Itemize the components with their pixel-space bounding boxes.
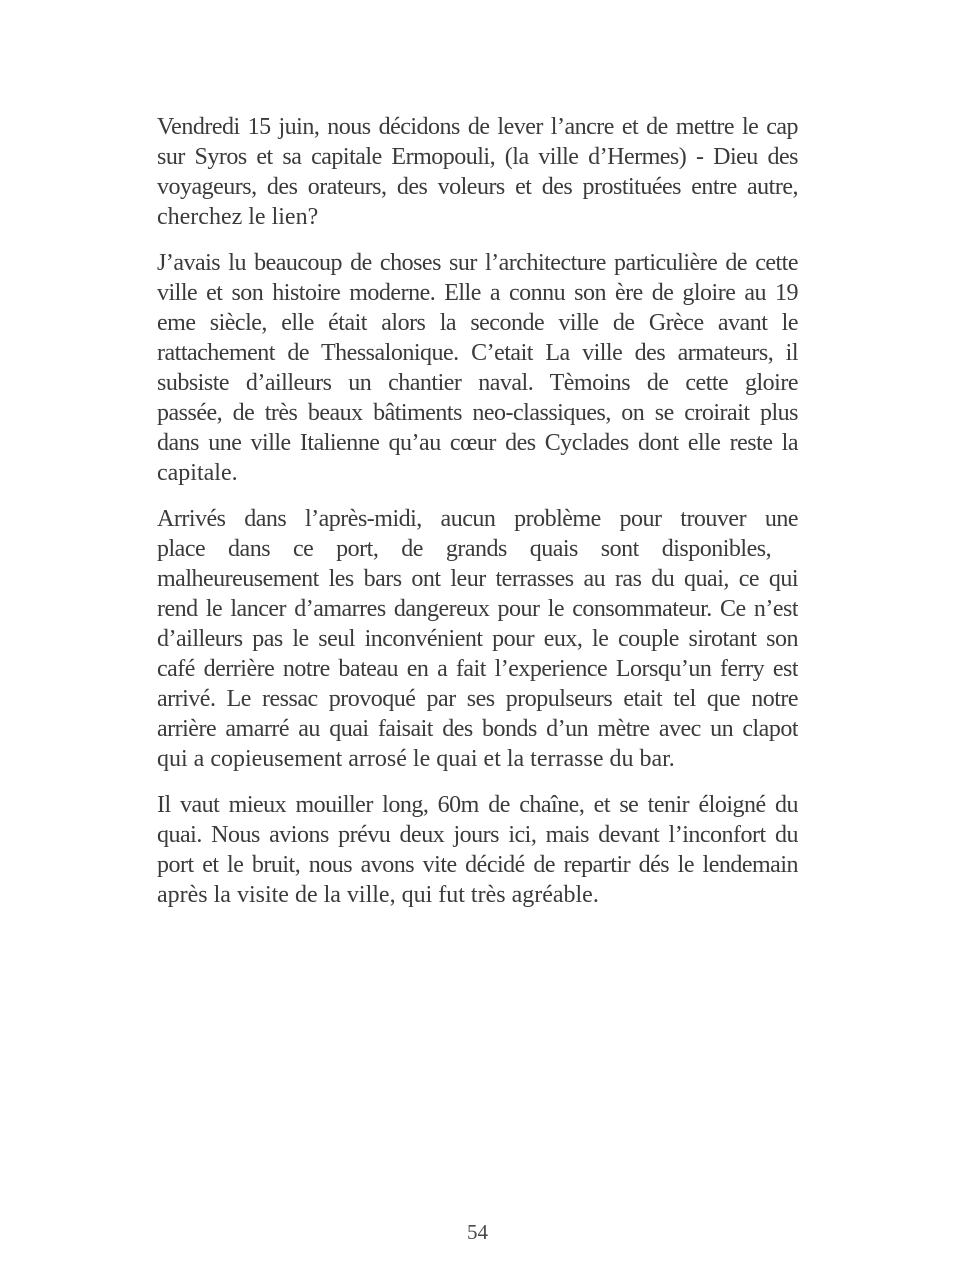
page-number: 54	[467, 1220, 488, 1244]
text-line: sur Syros et sa capitale Ermopouli, (la ville d’Hermes) - Dieu des	[157, 144, 798, 170]
text-line: subsiste d’ailleurs un chantier naval. Tèmoins de cette gloire	[157, 370, 798, 396]
text-line: malheureusement les bars ont leur terrasses au ras du quai, ce qui	[157, 566, 798, 592]
paragraph	[157, 112, 798, 232]
text-line: arrière amarré au quai faisait des bonds d’un mètre avec un clapot	[157, 716, 798, 742]
text-line: Arrivés dans l’après-midi, aucun problème pour trouver une	[157, 506, 798, 532]
text-line: quai. Nous avions prévu deux jours ici, mais devant l’inconfort du	[157, 822, 798, 848]
text-line: après la visite de la ville, qui fut très agréable.	[157, 882, 599, 908]
text-line: café derrière notre bateau en a fait l’experience Lorsqu’un ferry est	[157, 656, 798, 682]
text-block	[157, 112, 798, 926]
text-line: passée, de très beaux bâtiments neo-classiques, on se croirait plus	[157, 400, 798, 426]
text-line: rend le lancer d’amarres dangereux pour le consommateur. Ce n’est	[157, 596, 798, 622]
text-line: qui a copieusement arrosé le quai et la terrasse du bar.	[157, 746, 675, 772]
paragraph	[157, 248, 798, 488]
text-line: cherchez le lien?	[157, 204, 319, 230]
text-line: rattachement de Thessalonique. C’etait La ville des armateurs, il	[157, 340, 798, 366]
text-line: eme siècle, elle était alors la seconde ville de Grèce avant le	[157, 310, 798, 336]
text-line: arrivé. Le ressac provoqué par ses propulseurs etait tel que notre	[157, 686, 798, 712]
text-line: port et le bruit, nous avons vite décidé de repartir dés le lendemain	[157, 852, 798, 878]
text-line: Vendredi 15 juin, nous décidons de lever l’ancre et de mettre le cap	[157, 114, 798, 140]
text-line: Il vaut mieux mouiller long, 60m de chaîne, et se tenir éloigné du	[157, 792, 798, 818]
paragraph	[157, 790, 798, 910]
text-line: place dans ce port, de grands quais sont disponibles,	[157, 536, 798, 562]
text-line: capitale.	[157, 460, 238, 486]
text-line: d’ailleurs pas le seul inconvénient pour eux, le couple sirotant son	[157, 626, 798, 652]
text-line: J’avais lu beaucoup de choses sur l’architecture particulière de cette	[157, 250, 798, 276]
text-line: voyageurs, des orateurs, des voleurs et des prostituées entre autre,	[157, 174, 798, 200]
text-line: ville et son histoire moderne. Elle a connu son ère de gloire au 19	[157, 280, 798, 306]
paragraph	[157, 504, 798, 774]
text-line: dans une ville Italienne qu’au cœur des Cyclades dont elle reste la	[157, 430, 798, 456]
